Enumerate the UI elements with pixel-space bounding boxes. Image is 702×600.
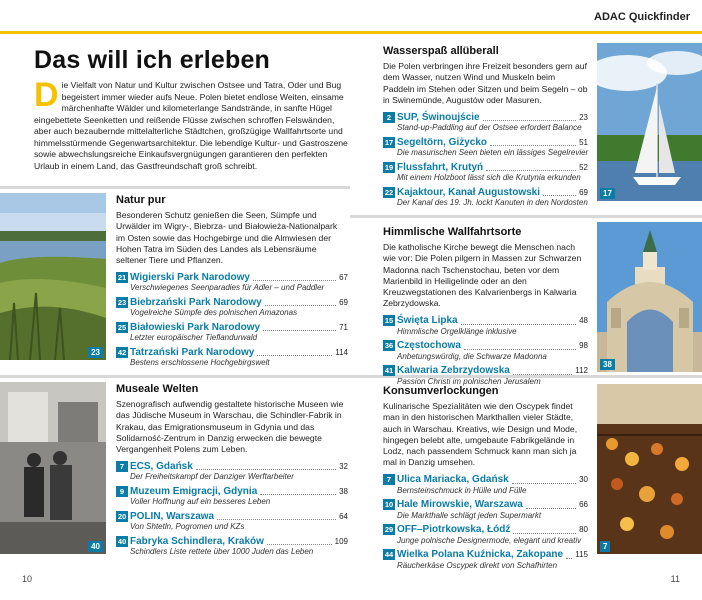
- entry-page: 114: [335, 347, 348, 357]
- entry-subtitle: Stand-up-Paddling auf der Ostsee erfordert Balance: [397, 123, 582, 133]
- entry-name: Częstochowa: [397, 340, 461, 352]
- section-title: Konsumverlockungen: [383, 385, 499, 397]
- entry-page: 98: [579, 341, 588, 351]
- photo-museum: [0, 382, 106, 554]
- list-item[interactable]: [116, 485, 348, 507]
- entry-name: Wigierski Park Narodowy: [130, 271, 250, 283]
- dot-leader: [512, 476, 576, 484]
- list-item[interactable]: [383, 161, 588, 183]
- entry-number-badge: 23: [117, 297, 127, 307]
- entry-page: 115: [575, 550, 588, 560]
- dot-leader: [526, 501, 576, 509]
- list-item[interactable]: [383, 186, 588, 208]
- entry-subtitle: Räucherkäse Oscypek direkt von Schafhirten: [397, 560, 558, 570]
- entry-subtitle: Der Kanal des 19. Jh. lockt Kanuten in den Nordosten: [397, 198, 588, 208]
- section-title: Himmlische Wallfahrtsorte: [383, 226, 522, 238]
- entry-subtitle: Die masurischen Seen bieten ein lässiges Segelrevier: [397, 148, 589, 158]
- entry-name: ECS, Gdańsk: [130, 460, 193, 472]
- page-title: Das will ich erleben: [34, 46, 271, 74]
- divider: [0, 375, 350, 378]
- entry-name: Kalwaria Zebrzydowska: [397, 365, 510, 377]
- entry-subtitle: Bernsteinschmuck in Hülle und Fülle: [397, 485, 527, 495]
- dot-leader: [490, 138, 576, 146]
- photo-church: [597, 222, 702, 372]
- nature-landscape-image: [0, 193, 106, 360]
- dot-leader: [483, 113, 576, 121]
- entry-subtitle: Die Markthalle schlägt jeden Supermarkt: [397, 510, 542, 520]
- entry-number-badge: 17: [384, 137, 394, 147]
- entry-name: POLIN, Warszawa: [130, 510, 215, 522]
- dot-leader: [464, 342, 576, 350]
- entry-number-badge: 44: [384, 550, 394, 560]
- photo-number-badge: 17: [600, 188, 615, 199]
- entry-name: Muzeum Emigracji, Gdynia: [130, 485, 258, 497]
- entry-name: Święta Lipka: [397, 315, 458, 327]
- entry-number-badge: 10: [384, 500, 394, 510]
- list-item[interactable]: [383, 365, 588, 387]
- entry-name: Kajaktour, Kanał Augustowski: [397, 186, 540, 198]
- entry-number-badge: 7: [116, 461, 128, 472]
- photo-number-badge: 40: [88, 541, 103, 552]
- section-konsumverlockungen: [383, 385, 588, 574]
- entry-page: 64: [339, 511, 348, 521]
- entry-subtitle: Schindlers Liste rettete über 1000 Juden das Leben: [130, 547, 314, 557]
- entry-number-badge: 19: [384, 162, 394, 172]
- dot-leader: [217, 512, 336, 520]
- entry-page: 30: [579, 475, 588, 485]
- list-item[interactable]: [116, 346, 348, 368]
- list-item[interactable]: [116, 321, 348, 343]
- entry-name: Ulica Mariacka, Gdańsk: [397, 474, 509, 486]
- section-title: Natur pur: [116, 194, 166, 206]
- section-description: Szenografisch aufwendig gestaltete historische Museen wie das Jüdische Museum in Warschau, die Schindler-Fabrik in Krakau, das Emigrationsmuseum in Gdynia und das Solidarność-Zentrum in Danzig erwecken die bewegte Vergangenheit Polens zum Leben.: [116, 399, 344, 455]
- entry-name: Białowieski Park Narodowy: [130, 321, 261, 333]
- list-item[interactable]: [383, 474, 588, 496]
- entry-name: Wielka Polana Kuźnicka, Zakopane: [397, 549, 564, 561]
- entry-list: [383, 474, 588, 571]
- section-description: Besonderen Schutz genießen die Seen, Sümpfe und Urwälder im Wigry-, Biebrza- und Białowieża-Nationalpark im Osten sowie das Hochgebirge und die Almwiesen der Hohen Tatra im Süden des Landes als Lebensräume seltener Tiere und Pflanzen.: [116, 210, 338, 266]
- page-number-right: 11: [670, 574, 680, 584]
- entry-page: 67: [339, 272, 348, 282]
- dot-leader: [486, 163, 576, 171]
- list-item[interactable]: [116, 460, 348, 482]
- entry-subtitle: Vogelreiche Sümpfe des polnischen Amazonas: [130, 308, 298, 318]
- entry-name: Flussfahrt, Krutyń: [397, 161, 484, 173]
- divider: [350, 215, 702, 218]
- entry-subtitle: Letzter europäischer Tieflandurwald: [130, 333, 258, 343]
- header-rule: [0, 31, 702, 34]
- section-title: Wasserspaß allüberall: [383, 45, 499, 57]
- entry-list: [116, 271, 348, 368]
- entry-page: 112: [575, 366, 588, 376]
- dot-leader: [265, 298, 336, 306]
- entry-number-badge: 9: [116, 486, 128, 497]
- entry-page: 51: [579, 137, 588, 147]
- photo-number-badge: 38: [600, 359, 615, 370]
- entry-page: 52: [579, 162, 588, 172]
- entry-name: Fabryka Schindlera, Kraków: [130, 535, 264, 547]
- header-bar: [0, 0, 702, 36]
- entry-page: 32: [339, 461, 348, 471]
- entry-number-badge: 2: [383, 112, 395, 123]
- entry-subtitle: Passion Christi im polnischen Jerusalem: [397, 376, 541, 386]
- section-description: Die katholische Kirche bewegt die Menschen nach wie vor: Die Polen pilgern in Massen zur Schwarzen Madonna nach Tschenstochau, beten vor dem Marienbild in Heiligelinde oder an den Kreuzwegstationen des Kalvarienbergs in Kalwaria Zebrzydowska.: [383, 242, 582, 309]
- section-natur-pur: [116, 194, 348, 371]
- entry-page: 69: [339, 297, 348, 307]
- entry-subtitle: Von Shtetln, Pogromen und KZs: [130, 522, 245, 532]
- entry-name: Tatrzański Park Narodowy: [130, 346, 255, 358]
- entry-page: 109: [334, 536, 348, 546]
- intro-text: ie Vielfalt von Natur und Kultur zwischen Ostsee und Tatra, Oder und Bug begeistert immer wieder aufs Neue. Polen bietet endlose Weiten, einsame märchenhafte Wälder und kilometerlange Sandstrände, in sanfte Hügel eingebettete Seenketten und reißende Flüsse zwischen schroffen Felswänden, aber auch bezaubernde mittelalterliche Städtchen, großzügige Wallfahrtsorte und himmelsstürmende Gegenwartsarchitektur. Die lebendige Kultur- und Gastroszene sowie abwechslungsreiche Einkaufsvergnügungen garantieren den perfekten Urlaub in einem Land, das Gastfreundschaft groß schreibt.: [34, 80, 348, 171]
- list-item[interactable]: [383, 524, 588, 546]
- entry-number-badge: 15: [384, 316, 394, 326]
- entry-page: 23: [579, 112, 588, 122]
- list-item[interactable]: [116, 510, 348, 532]
- dot-leader: [513, 367, 572, 375]
- section-wallfahrtsorte: [383, 226, 588, 390]
- sailboat-image: [597, 43, 702, 201]
- dot-leader: [513, 526, 576, 534]
- list-item[interactable]: [383, 549, 588, 571]
- entry-list: [383, 111, 588, 208]
- brand-label: ADAC Quickfinder: [594, 11, 690, 23]
- list-item[interactable]: [383, 499, 588, 521]
- dot-leader: [543, 188, 576, 196]
- divider: [0, 186, 350, 189]
- section-description: Die Polen verbringen ihre Freizeit besonders gern auf dem Wasser, nutzen Wind und Muskeln beim Paddeln im Stehen oder Sitzen und beim Segeln – ob in Swinemünde, Augustów oder Masuren.: [383, 61, 588, 105]
- entry-page: 69: [579, 187, 588, 197]
- entry-subtitle: Bestens erschlossene Hochgebirgswelt: [130, 358, 270, 368]
- entry-page: 48: [579, 316, 588, 326]
- entry-number-badge: 22: [384, 187, 394, 197]
- entry-number-badge: 20: [117, 511, 127, 521]
- intro-text-block: [34, 76, 349, 172]
- section-description: Kulinarische Spezialitäten wie den Oscypek findet man in den historischen Markthallen vieler Städte, auch in Warschau. Kreativs, wie Design und Mode, hingegen belebt alte, umgebaute Fabrikgelände in Lodz, nach passendem Schmuck kann man sich ja mal in Danzig umsehen.: [383, 401, 578, 468]
- section-wasserspass: [383, 45, 588, 211]
- list-item[interactable]: [383, 136, 588, 158]
- dot-leader: [260, 487, 336, 495]
- photo-number-badge: 23: [88, 347, 103, 358]
- entry-list: [116, 460, 348, 557]
- amber-market-image: [597, 384, 702, 554]
- museum-image: [0, 382, 106, 554]
- page-number-left: 10: [22, 574, 33, 584]
- dot-leader: [196, 462, 336, 470]
- entry-number-badge: 40: [117, 536, 127, 546]
- dot-leader: [263, 323, 336, 331]
- entry-number-badge: 25: [117, 322, 127, 332]
- photo-market: [597, 384, 702, 554]
- entry-page: 38: [339, 486, 348, 496]
- dot-leader: [566, 551, 572, 559]
- section-title: Museale Welten: [116, 383, 199, 395]
- entry-subtitle: Voller Hoffnung auf ein besseres Leben: [130, 497, 271, 507]
- entry-list: [383, 315, 588, 387]
- entry-name: Biebrzański Park Narodowy: [130, 296, 262, 308]
- entry-number-badge: 42: [117, 347, 127, 357]
- entry-name: SUP, Świnoujście: [397, 111, 480, 123]
- dot-leader: [267, 537, 332, 545]
- list-item[interactable]: [116, 296, 348, 318]
- list-item[interactable]: [116, 271, 348, 293]
- entry-subtitle: Der Freiheitskampf der Danziger Werftarbeiter: [130, 472, 294, 482]
- entry-name: Segeltörn, Giżycko: [397, 136, 488, 148]
- entry-name: OFF–Piotrkowska, Łódź: [397, 524, 511, 536]
- list-item[interactable]: [383, 315, 588, 337]
- entry-number-badge: 29: [384, 525, 394, 535]
- list-item[interactable]: [383, 111, 588, 133]
- list-item[interactable]: [383, 340, 588, 362]
- entry-page: 71: [339, 322, 348, 332]
- section-museale-welten: [116, 383, 348, 560]
- photo-number-badge: 7: [600, 541, 610, 552]
- dropcap: D: [34, 76, 59, 114]
- entry-name: Hale Mirowskie, Warszawa: [397, 499, 523, 511]
- church-image: [597, 222, 702, 372]
- entry-number-badge: 7: [383, 474, 395, 485]
- entry-subtitle: Junge polnische Designermode, elegant und kreativ: [397, 535, 582, 545]
- entry-number-badge: 36: [384, 341, 394, 351]
- entry-number-badge: 41: [384, 366, 394, 376]
- entry-number-badge: 21: [117, 272, 127, 282]
- dot-leader: [253, 273, 336, 281]
- dot-leader: [461, 317, 577, 325]
- entry-subtitle: Anbetungswürdig, die Schwarze Madonna: [397, 351, 547, 361]
- entry-page: 80: [579, 525, 588, 535]
- entry-subtitle: Mit einem Holzboot lässt sich die Krutynia erkunden: [397, 173, 581, 183]
- photo-sailing: [597, 43, 702, 201]
- photo-nature: [0, 193, 106, 360]
- entry-page: 66: [579, 500, 588, 510]
- entry-subtitle: Verschwiegenes Seenparadies für Adler – und Paddler: [130, 283, 325, 293]
- list-item[interactable]: [116, 535, 348, 557]
- entry-subtitle: Himmlische Orgelklänge inklusive: [397, 326, 517, 336]
- dot-leader: [257, 348, 332, 356]
